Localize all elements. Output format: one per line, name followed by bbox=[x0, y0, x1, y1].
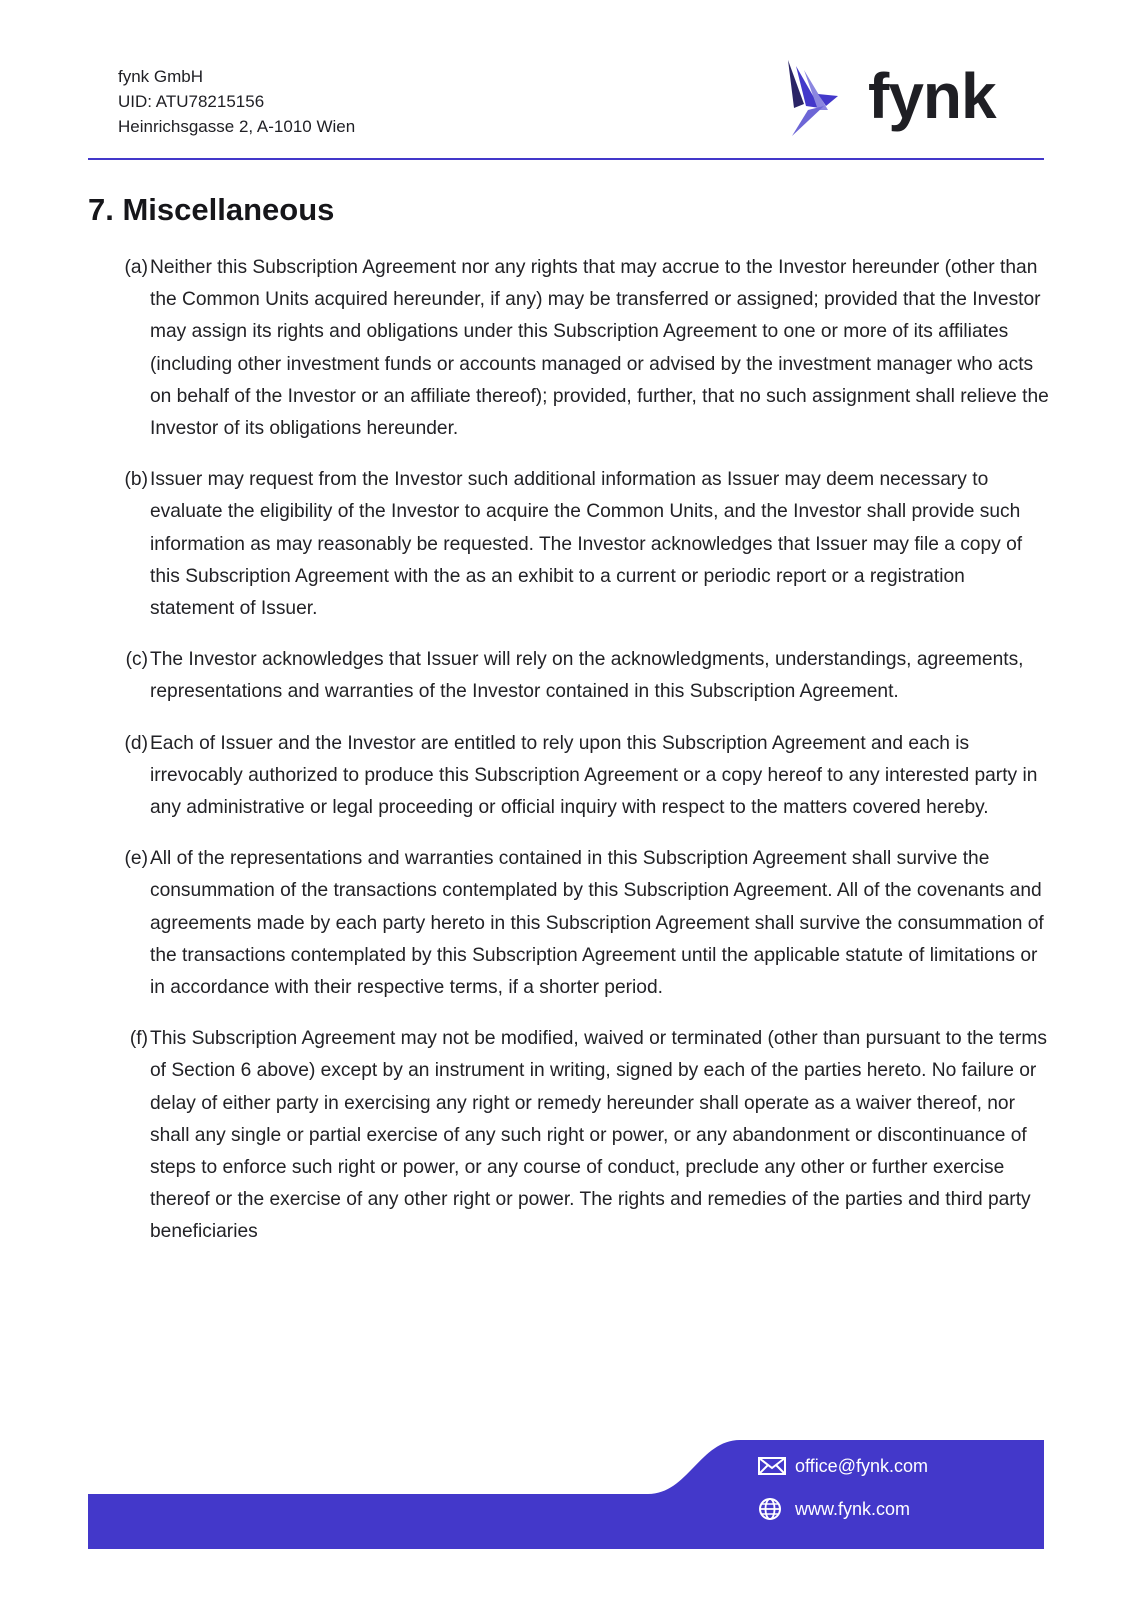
section-title: 7. Miscellaneous bbox=[88, 192, 335, 227]
clause-text: Each of Issuer and the Investor are entitled to rely upon this Subscription Agreement and each is irrevocably authorized to produce this Subscription Agreement or a copy hereof to any interested party in any administrative or legal proceeding or official inquiry with respect to the matters covered hereby. bbox=[150, 732, 1038, 819]
clause-text: The Investor acknowledges that Issuer will rely on the acknowledgments, understandings, agreements, representations and warranties of the Investor contained in this Subscription Agreement. bbox=[150, 649, 1024, 703]
clause-text: Neither this Subscription Agreement nor any rights that may accrue to the Investor hereunder (other than the Common Units acquired hereunder, if any) may be transferred or assigned; provided that the Investor may assign its rights and obligations under this Subscription Agreement to one or more of its affiliates (including other investment funds or accounts managed or advised by the investment manager who acts on behalf of the Investor or an affiliate thereof); provided, further, that no such assignment shall relieve the Investor of its obligations hereunder. bbox=[150, 257, 1049, 440]
footer-band bbox=[88, 1440, 1044, 1549]
clause-b bbox=[116, 464, 1050, 625]
company-info bbox=[118, 64, 355, 139]
clause-text: This Subscription Agreement may not be modified, waived or terminated (other than pursuant to the terms of Section 6 above) except by an instrument in writing, signed by each of the parties hereto. No failure or delay of either party in exercising any right or remedy hereunder shall operate as a waiver thereof, nor shall any single or partial exercise of any such right or power, or any abandonment or discontinuance of steps to enforce such right or power, or any course of conduct, preclude any other or further exercise thereof or the exercise of any other right or power. The rights and remedies of the parties and third party beneficiaries bbox=[150, 1028, 1047, 1243]
logo-wordmark: fynk bbox=[868, 60, 996, 132]
clause-label: (b) bbox=[124, 469, 148, 491]
footer-email[interactable] bbox=[757, 1454, 928, 1478]
clause-f bbox=[116, 1023, 1050, 1248]
company-address: Heinrichsgasse 2, A-1010 Wien bbox=[118, 117, 356, 136]
clause-label: (a) bbox=[124, 257, 148, 278]
clause-label: (e) bbox=[124, 848, 148, 870]
clause-e bbox=[116, 843, 1050, 1004]
clause-d bbox=[116, 728, 1050, 825]
bird-logo-icon bbox=[782, 60, 846, 140]
envelope-icon bbox=[757, 1454, 787, 1478]
footer-email-text[interactable]: office@fynk.com bbox=[795, 1455, 928, 1476]
company-uid: UID: ATU78215156 bbox=[118, 92, 265, 111]
header-divider bbox=[88, 158, 1044, 160]
footer-website[interactable] bbox=[757, 1497, 910, 1521]
clause-list bbox=[116, 252, 1050, 1268]
footer-website-text[interactable]: www.fynk.com bbox=[795, 1498, 911, 1519]
globe-icon bbox=[757, 1497, 787, 1521]
clause-c bbox=[116, 644, 1050, 708]
clause-label: (f) bbox=[129, 1028, 148, 1050]
clause-label: (c) bbox=[125, 649, 148, 671]
clause-text: Issuer may request from the Investor such additional information as Issuer may deem necessary to evaluate the eligibility of the Investor to acquire the Common Units, and the Investor shall provide such information as may reasonably be requested. The Investor acknowledges that Issuer may file a copy of this Subscription Agreement with the as an exhibit to a current or periodic report or a registration statement of Issuer. bbox=[150, 469, 1023, 620]
company-name: fynk GmbH bbox=[118, 67, 204, 86]
clause-text: All of the representations and warranties contained in this Subscription Agreement shall survive the consummation of the transactions contemplated by this Subscription Agreement. All of the covenants and agreements made by each party hereto in this Subscription Agreement shall survive the consummation of the transactions contemplated by this Subscription Agreement until the applicable statute of limitations or in accordance with their respective terms, if a shorter period. bbox=[150, 848, 1044, 999]
clause-label: (d) bbox=[124, 732, 148, 754]
clause-a bbox=[116, 252, 1050, 445]
fynk-logo bbox=[806, 62, 1016, 142]
